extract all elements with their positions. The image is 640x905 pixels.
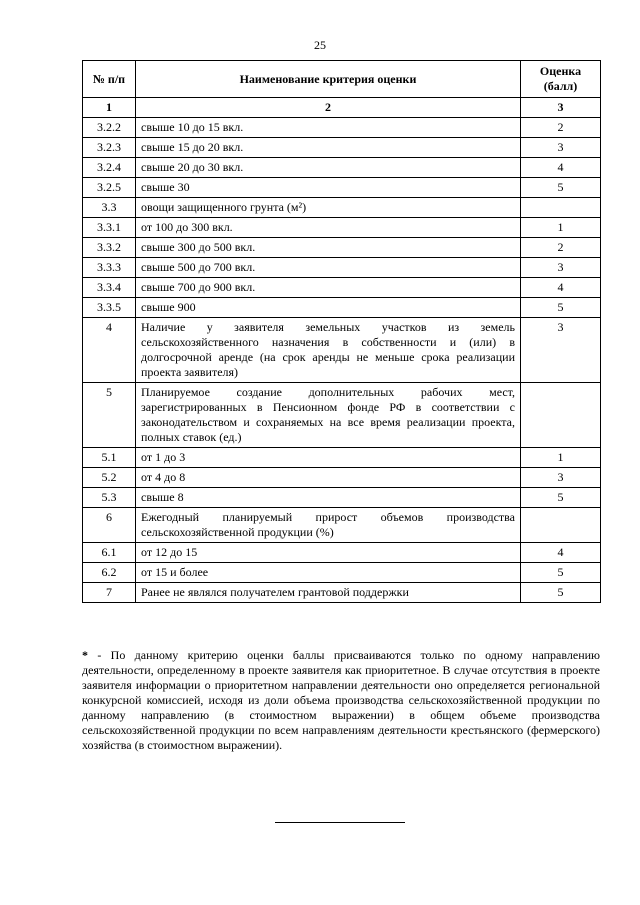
criterion-score: 1 (521, 448, 601, 468)
criterion-name: от 12 до 15 (136, 543, 521, 563)
row-number: 3.3.1 (83, 218, 136, 238)
criterion-name: свыше 900 (136, 298, 521, 318)
table-row (83, 138, 601, 158)
row-number: 5.2 (83, 468, 136, 488)
table-row (83, 298, 601, 318)
table-body (83, 118, 601, 603)
row-number: 3.3 (83, 198, 136, 218)
criterion-name: от 4 до 8 (136, 468, 521, 488)
row-number: 3.3.2 (83, 238, 136, 258)
criteria-table (82, 60, 601, 603)
table-row (83, 488, 601, 508)
row-number: 3.2.4 (83, 158, 136, 178)
row-number: 3.2.3 (83, 138, 136, 158)
criterion-score: 5 (521, 488, 601, 508)
criterion-score: 5 (521, 583, 601, 603)
criterion-name: свыше 30 (136, 178, 521, 198)
row-number: 6.1 (83, 543, 136, 563)
signature-line (275, 822, 405, 823)
table-row (83, 468, 601, 488)
table-row (83, 178, 601, 198)
header-name: Наименование критерия оценки (136, 61, 521, 98)
column-number: 3 (521, 98, 601, 118)
column-number-row (83, 98, 601, 118)
criterion-score: 5 (521, 298, 601, 318)
criterion-score (521, 383, 601, 448)
table-row (83, 278, 601, 298)
column-number: 1 (83, 98, 136, 118)
table-row (83, 218, 601, 238)
criterion-name: свыше 20 до 30 вкл. (136, 158, 521, 178)
table-row (83, 448, 601, 468)
criterion-score: 3 (521, 258, 601, 278)
column-number: 2 (136, 98, 521, 118)
table-row (83, 383, 601, 448)
footnote (82, 648, 600, 753)
table-row (83, 118, 601, 138)
row-number: 4 (83, 318, 136, 383)
criterion-score: 2 (521, 238, 601, 258)
criterion-name: Наличие у заявителя земельных участков из земель сельскохозяйственного назначения в собственности и (или) в долгосрочной аренде (на срок аренды не меньше срока реализации проекта заявителя) (136, 318, 521, 383)
criterion-name: свыше 8 (136, 488, 521, 508)
criterion-score: 3 (521, 318, 601, 383)
criterion-name: Ранее не являлся получателем грантовой поддержки (136, 583, 521, 603)
criterion-score: 4 (521, 158, 601, 178)
table-row (83, 543, 601, 563)
criterion-score: 2 (521, 118, 601, 138)
criterion-score: 5 (521, 178, 601, 198)
table-row (83, 158, 601, 178)
table-row (83, 238, 601, 258)
header-num: № п/п (83, 61, 136, 98)
criterion-score: 4 (521, 278, 601, 298)
criterion-score: 3 (521, 468, 601, 488)
table-row (83, 583, 601, 603)
criterion-name: свыше 500 до 700 вкл. (136, 258, 521, 278)
row-number: 6 (83, 508, 136, 543)
criterion-name: свыше 300 до 500 вкл. (136, 238, 521, 258)
row-number: 5 (83, 383, 136, 448)
row-number: 3.3.3 (83, 258, 136, 278)
table-row (83, 198, 601, 218)
criterion-score: 3 (521, 138, 601, 158)
criterion-name: Ежегодный планируемый прирост объемов производства сельскохозяйственной продукции (%) (136, 508, 521, 543)
criterion-name: от 1 до 3 (136, 448, 521, 468)
footnote-text: - По данному критерию оценки баллы присваиваются только по одному направлению деятельности, определенному в проекте заявителя как приоритетное. В случае отсутствия в проекте заявителя информации о приоритетном направлении деятельности оно определяется региональной конкурсной комиссией, исходя из доли объема производства сельскохозяйственной продукции по данному направлению (в стоимостном выражении) в общем объеме производства сельскохозяйственной продукции по всем направлениям деятельности крестьянского (фермерского) хозяйства (в стоимостном выражении). (82, 648, 600, 752)
row-number: 3.3.4 (83, 278, 136, 298)
page-number: 25 (314, 38, 326, 52)
table-row (83, 508, 601, 543)
table-row (83, 258, 601, 278)
criterion-name: Планируемое создание дополнительных рабочих мест, зарегистрированных в Пенсионном фонде РФ в соответствии с законодательством и сохраняемых на все время реализации проекта, полных ставок (ед.) (136, 383, 521, 448)
criterion-name: от 15 и более (136, 563, 521, 583)
row-number: 3.3.5 (83, 298, 136, 318)
criterion-name: свыше 700 до 900 вкл. (136, 278, 521, 298)
criterion-score: 1 (521, 218, 601, 238)
row-number: 3.2.5 (83, 178, 136, 198)
criterion-score (521, 508, 601, 543)
row-number: 7 (83, 583, 136, 603)
criterion-score (521, 198, 601, 218)
table-row (83, 318, 601, 383)
criterion-name: свыше 10 до 15 вкл. (136, 118, 521, 138)
row-number: 6.2 (83, 563, 136, 583)
criterion-name: свыше 15 до 20 вкл. (136, 138, 521, 158)
criterion-name: овощи защищенного грунта (м²) (136, 198, 521, 218)
table-row (83, 563, 601, 583)
row-number: 5.1 (83, 448, 136, 468)
criterion-name: от 100 до 300 вкл. (136, 218, 521, 238)
row-number: 3.2.2 (83, 118, 136, 138)
criterion-score: 5 (521, 563, 601, 583)
criterion-score: 4 (521, 543, 601, 563)
header-score: Оценка (балл) (521, 61, 601, 98)
row-number: 5.3 (83, 488, 136, 508)
footnote-marker: * (82, 648, 88, 662)
table-header-row (83, 61, 601, 98)
